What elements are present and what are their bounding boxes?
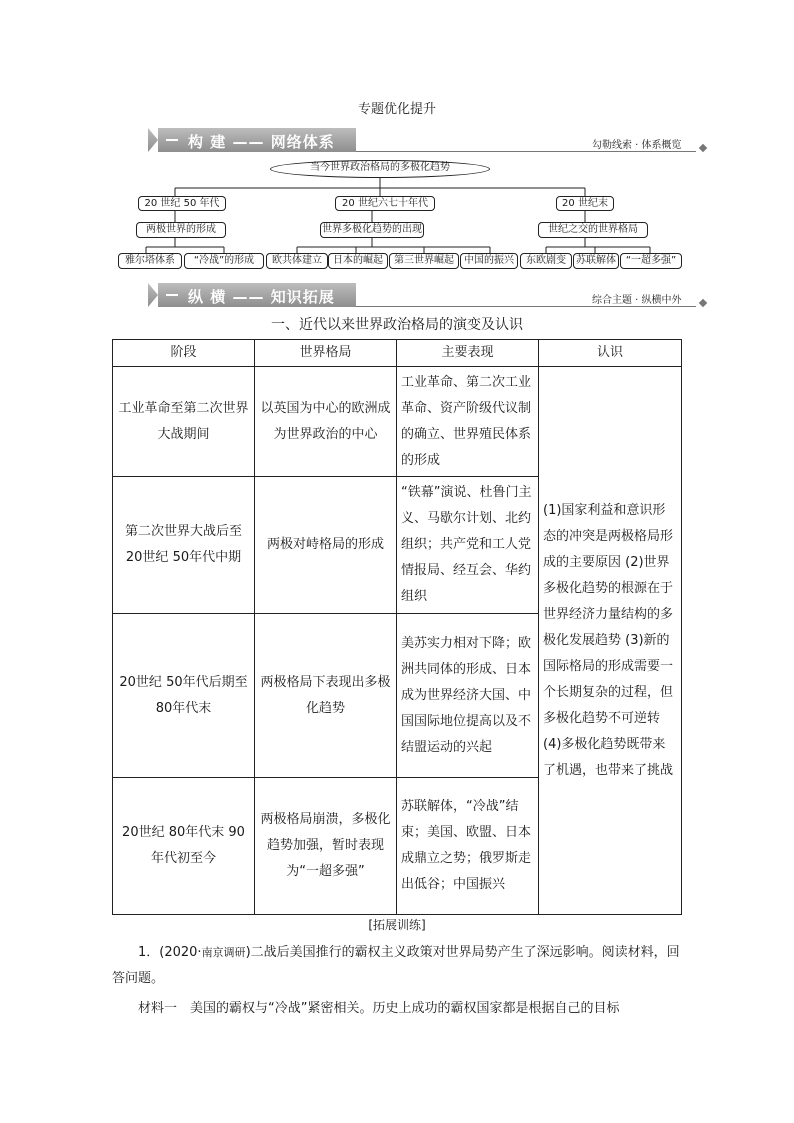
material-body: 美国的霸权与“冷战”紧密相关。历史上成功的霸权国家都是根据自己的目标: [190, 1001, 620, 1016]
training-label: [拓展训练]: [368, 918, 426, 932]
diagram-leaf: 中国的振兴: [460, 253, 518, 269]
material-label: 材料一: [138, 1001, 178, 1016]
diagram-period: 20 世纪末: [556, 196, 614, 211]
show-cell: “铁幕”演说、杜鲁门主义、马歇尔计划、北约组织；共产党和工人党情报局、经互会、华约组织: [397, 477, 539, 614]
diagram-leaf: 苏联解体: [573, 253, 619, 269]
table-heading: 一、近代以来世界政治格局的演变及认识: [271, 317, 523, 333]
banner-title: 网络体系: [270, 133, 335, 151]
diagram-leaf: 第三世界崛起: [389, 253, 459, 269]
diamond-icon: [699, 299, 707, 307]
pattern-cell: 两极对峙格局的形成: [255, 477, 397, 614]
diagram-leaf: “冷战”的形成: [184, 253, 264, 269]
diagram-leaf: “一超多强”: [620, 253, 682, 269]
diagram-leaf: 欧共体建立: [266, 253, 328, 269]
table-row: [113, 367, 682, 477]
section-subtag: 综合主题 · 纵横中外: [592, 295, 682, 306]
diagram-stage: 世纪之交的世界格局: [538, 222, 648, 238]
pattern-cell: 以英国为中心的欧洲成为世界政治的中心: [255, 367, 397, 477]
section-rule: [356, 306, 696, 307]
question-text: [112, 940, 681, 992]
question-source: 南京调研: [201, 946, 246, 959]
diagram-period: 20 世纪 50 年代: [138, 196, 226, 211]
banner-label: 构 建: [188, 133, 227, 151]
diagram-period: 20 世纪六七十年代: [335, 196, 435, 211]
question-prefix: 1．(2020·: [138, 945, 202, 960]
page-title: 专题优化提升: [357, 102, 436, 117]
stage-cell: 工业革命至第二次世界大战期间: [113, 367, 255, 477]
diagram-root: 当今世界政治格局的多极化趋势: [270, 160, 490, 178]
diagram-leaf: 雅尔塔体系: [118, 253, 182, 269]
history-table: [112, 339, 682, 915]
show-cell: 美苏实力相对下降；欧洲共同体的形成、日本成为世界经济大国、中国国际地位提高以及不结盟运动的兴起: [397, 614, 539, 778]
banner-label: 纵 横: [188, 288, 227, 306]
question-body: )二战后美国推行的霸权主义政策对世界局势产生了深远影响。阅读材料，回答问题。: [112, 945, 680, 986]
diagram-leaf: 日本的崛起: [328, 253, 388, 269]
table-header-row: [113, 340, 682, 367]
table-header: 认识: [539, 340, 682, 367]
table-header: 阶段: [113, 340, 255, 367]
diagram-connectors: [0, 0, 794, 280]
table-header: 世界格局: [255, 340, 397, 367]
pattern-cell: 两极格局下表现出多极化趋势: [255, 614, 397, 778]
stage-cell: 第二次世界大战后至20世纪 50年代中期: [113, 477, 255, 614]
diagram-stage: 两极世界的形成: [136, 222, 226, 238]
diagram-leaf: 东欧剧变: [520, 253, 572, 269]
section-subtag: 勾勒线索 · 体系概览: [592, 140, 682, 151]
show-cell: 工业革命、第二次工业革命、资产阶级代议制的确立、世界殖民体系的形成: [397, 367, 539, 477]
pattern-cell: 两极格局崩溃，多极化趋势加强，暂时表现为“一超多强”: [255, 778, 397, 915]
stage-cell: 20世纪 50年代后期至 80年代末: [113, 614, 255, 778]
diagram-stage: 世界多极化趋势的出现: [320, 222, 424, 238]
material-text: [112, 996, 692, 1022]
table-header: 主要表现: [397, 340, 539, 367]
insight-cell: (1)国家利益和意识形态的冲突是两极格局形成的主要原因 (2)世界多极化趋势的根源在于世界经济力量结构的多极化发展趋势 (3)新的国际格局的形成需要一个长期复杂的过程，但多极化趋势不可逆转 (4)多极化趋势既带来了机遇，也带来了挑战: [539, 367, 682, 915]
show-cell: 苏联解体，“冷战”结束；美国、欧盟、日本成鼎立之势；俄罗斯走出低谷；中国振兴: [397, 778, 539, 915]
banner-title: 知识拓展: [270, 288, 335, 306]
stage-cell: 20世纪 80年代末 90年代初至今: [113, 778, 255, 915]
